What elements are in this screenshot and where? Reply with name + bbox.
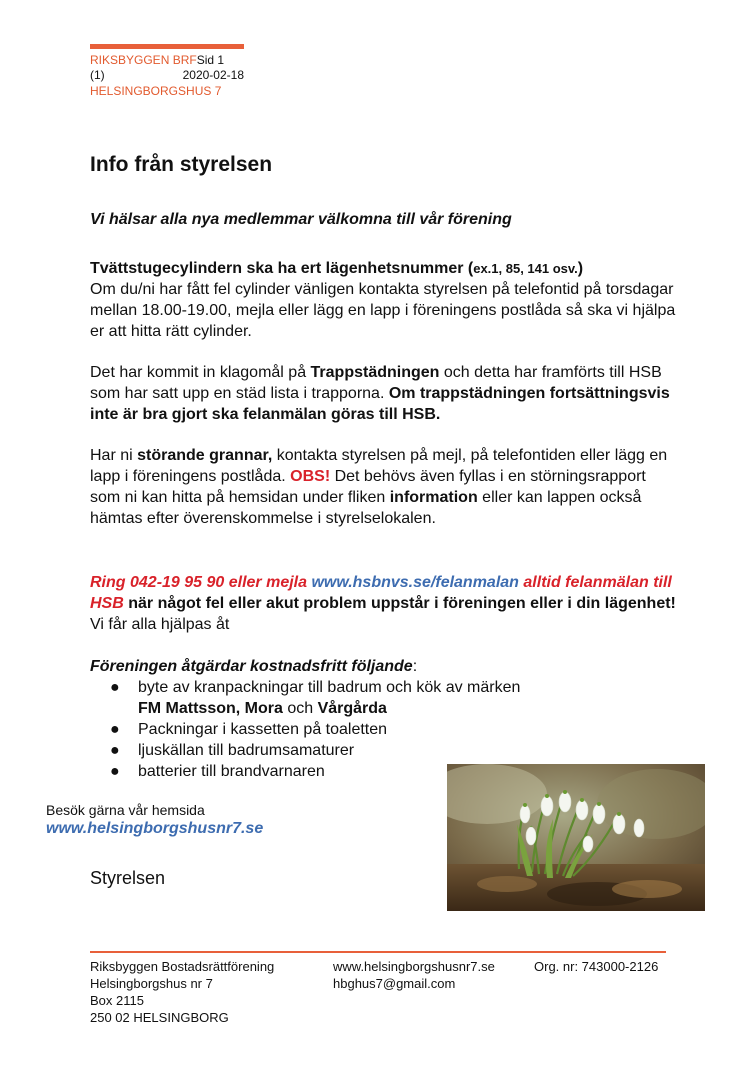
report-text-hsb: alltid felanmälan till HSB xyxy=(90,574,672,612)
free-heading-colon: : xyxy=(412,658,418,675)
footer-contact xyxy=(333,958,495,992)
neighbors-text-3: Det behövs även fyllas i en störningsrapport som ni kan hitta på hemsidan under fliken xyxy=(90,468,646,506)
header-accent-bar xyxy=(90,44,244,49)
header-org: RIKSBYGGEN BRF xyxy=(90,53,197,67)
cylinder-heading: Tvättstugecylindern ska ha ert lägenhetsnummer ( xyxy=(90,260,474,277)
report-paragraph xyxy=(90,572,680,635)
neighbors-paragraph xyxy=(90,445,680,529)
footer-org-name: Riksbyggen Bostadsrättförening xyxy=(90,959,275,974)
bullet-icon: ● xyxy=(110,679,120,696)
report-link[interactable]: www.hsbnvs.se/felanmalan xyxy=(311,574,519,591)
page-title: Info från styrelsen xyxy=(90,153,273,176)
cylinder-heading-example: ex.1, 85, 141 osv. xyxy=(473,261,578,276)
list-item-text: ljuskällan till badrumsamaturer xyxy=(138,742,355,759)
neighbors-obs: OBS! xyxy=(290,468,331,485)
footer-address xyxy=(90,958,274,1026)
report-bold: när något fel eller akut problem uppstår i föreningen eller i din lägenhet! xyxy=(123,595,676,612)
stairs-bold-2: Om trappstädningen fortsättningsvis inte är bra gjort ska felanmälan göras till HSB. xyxy=(90,385,670,423)
footer-postal: 250 02 HELSINGBORG xyxy=(90,1010,229,1025)
footer-org-number: Org. nr: 743000-2126 xyxy=(534,959,659,974)
header-association: HELSINGBORGSHUS 7 xyxy=(90,84,222,98)
list-item xyxy=(90,677,520,719)
list-item-and: och xyxy=(282,700,318,717)
cylinder-paragraph xyxy=(90,258,680,342)
footer-association: Helsingborgshus nr 7 xyxy=(90,976,213,991)
brand-vargarda: Vårgårda xyxy=(317,700,387,717)
neighbors-bold-1: störande grannar, xyxy=(137,447,273,464)
visit-text: Besök gärna vår hemsida xyxy=(46,802,205,818)
free-heading-line xyxy=(90,656,680,677)
neighbors-bold-information: information xyxy=(389,489,478,506)
stairs-bold-1: Trappstädningen xyxy=(310,364,440,381)
website-link[interactable]: www.helsingborgshusnr7.se xyxy=(46,820,264,837)
signature: Styrelsen xyxy=(90,868,166,888)
snowdrop-photo xyxy=(447,764,705,911)
list-item-text: Packningar i kassetten på toaletten xyxy=(138,721,388,738)
brand-fm-mattsson: FM Mattsson, Mora xyxy=(138,700,283,717)
header-page-count: (1) xyxy=(90,68,105,82)
welcome-line: Vi hälsar alla nya medlemmar välkomna till vår förening xyxy=(90,211,512,228)
stairs-paragraph xyxy=(90,362,680,425)
list-item-text: byte av kranpackningar till badrum och kök av märken xyxy=(138,679,521,696)
footer-box: Box 2115 xyxy=(90,993,144,1008)
stairs-text-2: och detta har framförts till HSB som har satt upp en städ lista i trapporna. xyxy=(90,364,662,402)
free-heading: Föreningen åtgärdar kostnadsfritt följande xyxy=(90,658,413,675)
report-text: Vi får alla hjälpas åt xyxy=(90,616,230,633)
neighbors-text-2: kontakta styrelsen på mejl, på telefontiden eller lägg en lapp i föreningens postlåda. xyxy=(90,447,668,485)
footer-website-link[interactable]: www.helsingborgshusnr7.se xyxy=(333,959,495,974)
header-page-date-line xyxy=(90,68,244,82)
cylinder-body: Om du/ni har fått fel cylinder vänligen kontakta styrelsen på telefontid på torsdagar mellan 18.00-19.00, mejla eller lägg en lapp i föreningens postlåda så ska vi hjälpa er att hitta rätt cylinder. xyxy=(90,281,676,340)
header-org-line xyxy=(90,53,224,67)
bullet-icon: ● xyxy=(110,721,120,738)
report-phone: Ring 042-19 95 90 eller mejla xyxy=(90,574,312,591)
header-date: 2020-02-18 xyxy=(182,68,244,82)
header-page-label: Sid 1 xyxy=(196,53,225,67)
footer-email-link[interactable]: hbghus7@gmail.com xyxy=(333,976,456,991)
neighbors-text-4: eller kan lappen också hämtas efter överenskommelse i styrelselokalen. xyxy=(90,489,642,527)
bullet-icon: ● xyxy=(110,763,120,780)
list-item-text: batterier till brandvarnaren xyxy=(138,763,325,780)
cylinder-heading-close: ) xyxy=(577,260,584,277)
stairs-text-1: Det har kommit in klagomål på xyxy=(90,364,311,381)
footer-accent-line xyxy=(90,951,666,953)
bullet-icon: ● xyxy=(110,742,120,759)
neighbors-text-1: Har ni xyxy=(90,447,138,464)
list-item xyxy=(90,719,520,740)
list-item xyxy=(90,740,520,761)
